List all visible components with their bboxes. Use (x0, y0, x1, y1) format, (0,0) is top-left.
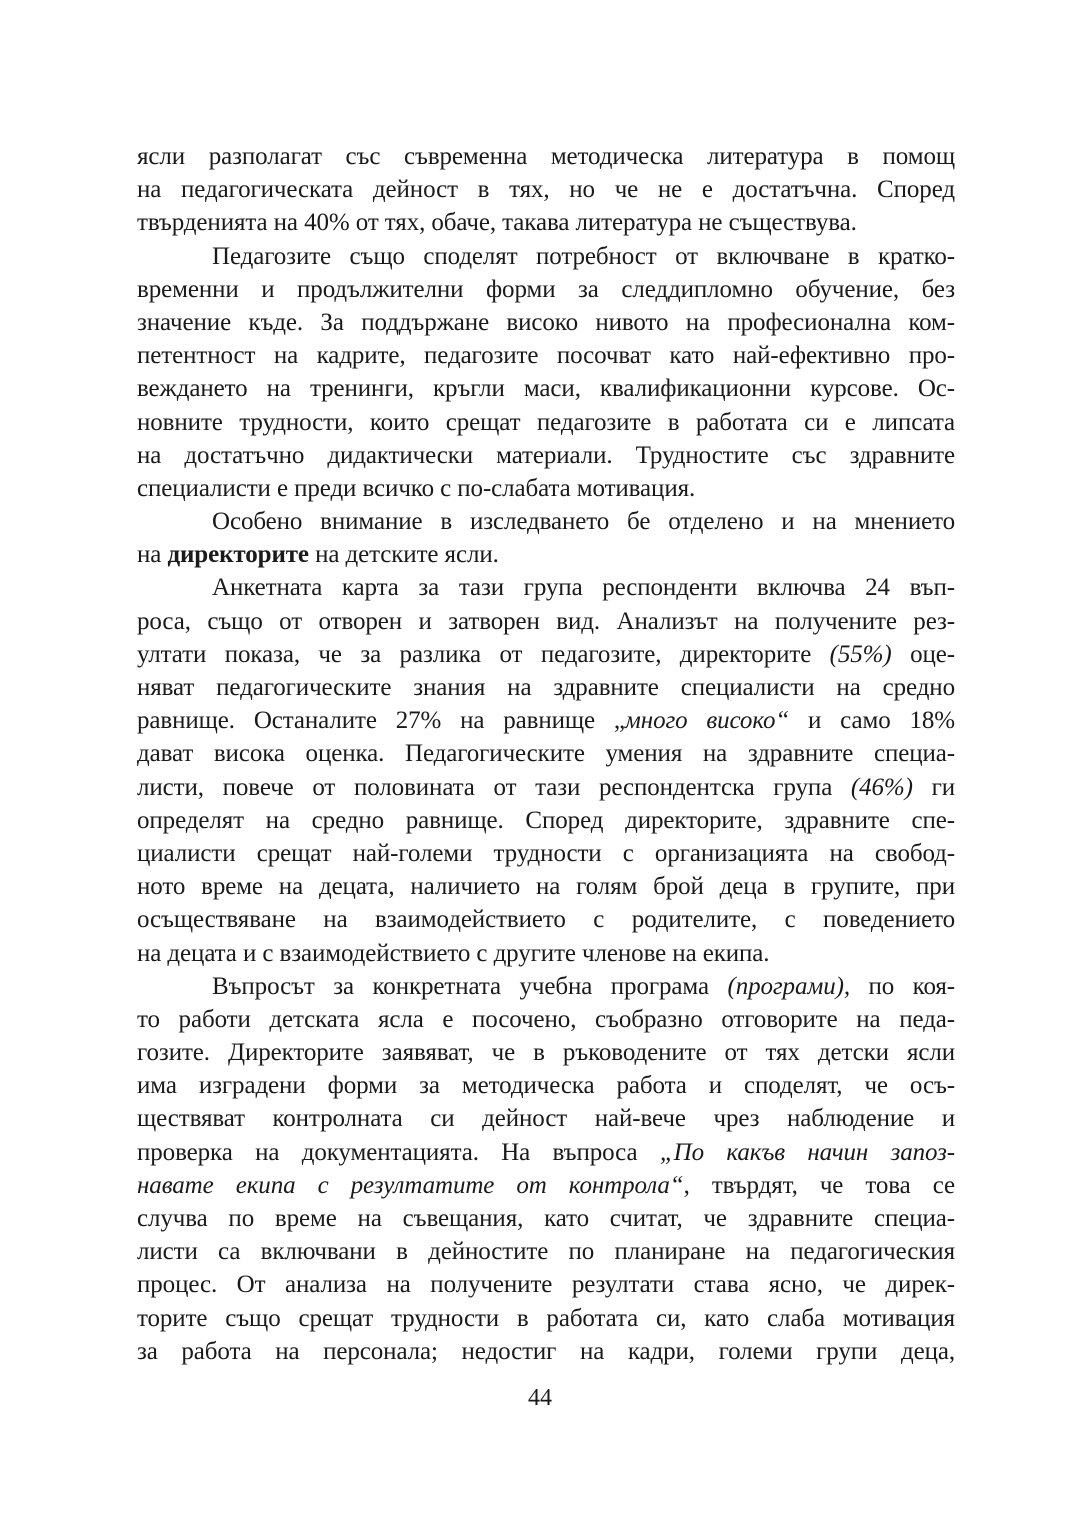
text-line (137, 970, 955, 1003)
text-run: оце- (891, 640, 955, 668)
text-run: равнище. Останалите 27% на равнище „ (137, 707, 625, 735)
text-run: гозите. Директорите заявяват, че в ръководените от тях детски ясли (137, 1039, 955, 1067)
text-run: по коя- (849, 972, 955, 1000)
text-line (137, 870, 955, 903)
text-line (137, 1169, 955, 1202)
text-line (137, 804, 955, 837)
text-run: на децата и с взаимодействието с другите членове на екипа. (137, 939, 770, 967)
text-run: на (137, 541, 168, 569)
text-run: Педагозите също споделят потребност от включване в кратко- (212, 242, 955, 270)
text-run: листи, повече от половината от тази респондентска група (137, 773, 851, 801)
text-run: торите също срещат трудности в работата си, като слаба мотивация (137, 1304, 955, 1332)
text-line (137, 1102, 955, 1135)
text-line (137, 937, 955, 970)
text-line (137, 605, 955, 638)
text-run: листи са включвани в дейностите по планиране на педагогическия (137, 1238, 955, 1266)
text-run: проверка на документацията. На въпроса (137, 1138, 660, 1166)
text-run: няват педагогическите знания на здравните специалисти на средно (137, 674, 955, 701)
italic-text: (програми), (727, 972, 850, 1000)
text-line (137, 1335, 955, 1368)
text-line (137, 903, 955, 936)
text-line (137, 1235, 955, 1268)
text-line (137, 1069, 955, 1102)
text-run: дават висока оценка. Педагогическите умения на здравните специа- (137, 740, 955, 768)
text-line (137, 737, 955, 770)
italic-text: (46%) (850, 773, 913, 801)
text-line (137, 571, 955, 604)
text-line (137, 505, 955, 538)
bold-text: директорите (167, 541, 309, 569)
text-run: процес. От анализа на получените резултати става ясно, че дирек- (137, 1271, 955, 1299)
paragraph (137, 970, 955, 1368)
text-line (137, 704, 955, 737)
text-run: за работа на персонала; недостиг на кадри, големи групи деца, (137, 1337, 955, 1365)
paragraph (137, 505, 955, 571)
text-line (137, 638, 955, 671)
text-run: новните трудности, които срещат педагозите в работата си е липсата (137, 408, 955, 436)
text-line (137, 406, 955, 439)
text-line (137, 240, 955, 273)
text-run: ясли разполагат със съвременна методическа литература в помощ (137, 143, 955, 170)
text-run: определят на средно равнище. Според директорите, здравните спе- (137, 806, 955, 834)
page-number: 44 (528, 1385, 552, 1411)
text-line (137, 837, 955, 870)
text-run: веждането на тренинги, кръгли маси, квалификационни курсове. Ос- (137, 375, 955, 403)
text-run: Особено внимание в изследването бе отделено и на мнението (212, 508, 955, 536)
italic-text: навате екипа с резултатите от контрола“ (137, 1171, 684, 1199)
text-run: значение къде. За поддържане високо нивото на професионална ком- (137, 308, 955, 336)
text-line (137, 671, 955, 704)
text-run: циалисти срещат най-големи трудности с организацията на свобод- (137, 839, 955, 867)
italic-text: „По какъв начин запоз- (659, 1138, 955, 1166)
paragraph (137, 240, 955, 506)
text-run: ги (912, 773, 955, 801)
text-run: специалисти е преди всичко с по-слабата мотивация. (137, 474, 696, 502)
paragraph (137, 140, 955, 240)
text-line (137, 1136, 955, 1169)
text-run: има изградени форми за методическа работа и споделят, че осъ- (137, 1072, 955, 1100)
text-run: Анкетната карта за тази група респонденти включва 24 въп- (212, 574, 955, 602)
text-run: ултати показа, че за разлика от педагозите, директорите (137, 640, 830, 668)
italic-text: (55%) (829, 640, 892, 668)
paragraph (137, 571, 955, 969)
text-run: то работи детската ясла е посочено, съобразно отговорите на педа- (137, 1005, 955, 1033)
text-run: роса, също от отворен и затворен вид. Анализът на получените рез- (137, 607, 955, 635)
text-run: и само 18% (789, 707, 955, 735)
text-line (137, 173, 955, 206)
italic-text: много високо“ (624, 707, 790, 735)
page-body (137, 140, 955, 1368)
text-run: Въпросът за конкретната учебна програма (212, 972, 728, 1000)
text-line (137, 206, 955, 239)
text-run: на достатъчно дидактически материали. Трудностите със здравните (137, 441, 955, 469)
text-run: осъществяване на взаимодействието с родителите, с поведението (137, 906, 955, 934)
text-line (137, 472, 955, 505)
text-line (137, 538, 955, 571)
text-run: случва по време на съвещания, като считат, че здравните специа- (137, 1205, 955, 1232)
text-run: твърденията на 40% от тях, обаче, такава литература не съществува. (137, 209, 857, 237)
text-line (137, 1036, 955, 1069)
text-line (137, 306, 955, 339)
text-line (137, 372, 955, 405)
text-line (137, 140, 955, 173)
text-line (137, 439, 955, 472)
text-line (137, 339, 955, 372)
text-line (137, 1202, 955, 1235)
text-run: ното време на децата, наличието на голям брой деца в групите, при (137, 873, 955, 901)
text-line (137, 1302, 955, 1335)
text-line (137, 1003, 955, 1036)
text-line (137, 273, 955, 306)
text-run: на педагогическата дейност в тях, но че не е достатъчна. Според (137, 176, 955, 204)
text-line (137, 771, 955, 804)
text-run: ществяват контролната си дейност най-вече чрез наблюдение и (137, 1105, 955, 1133)
text-run: , твърдят, че това се (683, 1171, 956, 1199)
text-run: на детските ясли. (308, 541, 499, 569)
text-run: временни и продължителни форми за следдипломно обучение, без (137, 275, 955, 303)
text-run: петентност на кадрите, педагозите посочват като най-ефективно про- (137, 342, 955, 370)
text-line (137, 1268, 955, 1301)
